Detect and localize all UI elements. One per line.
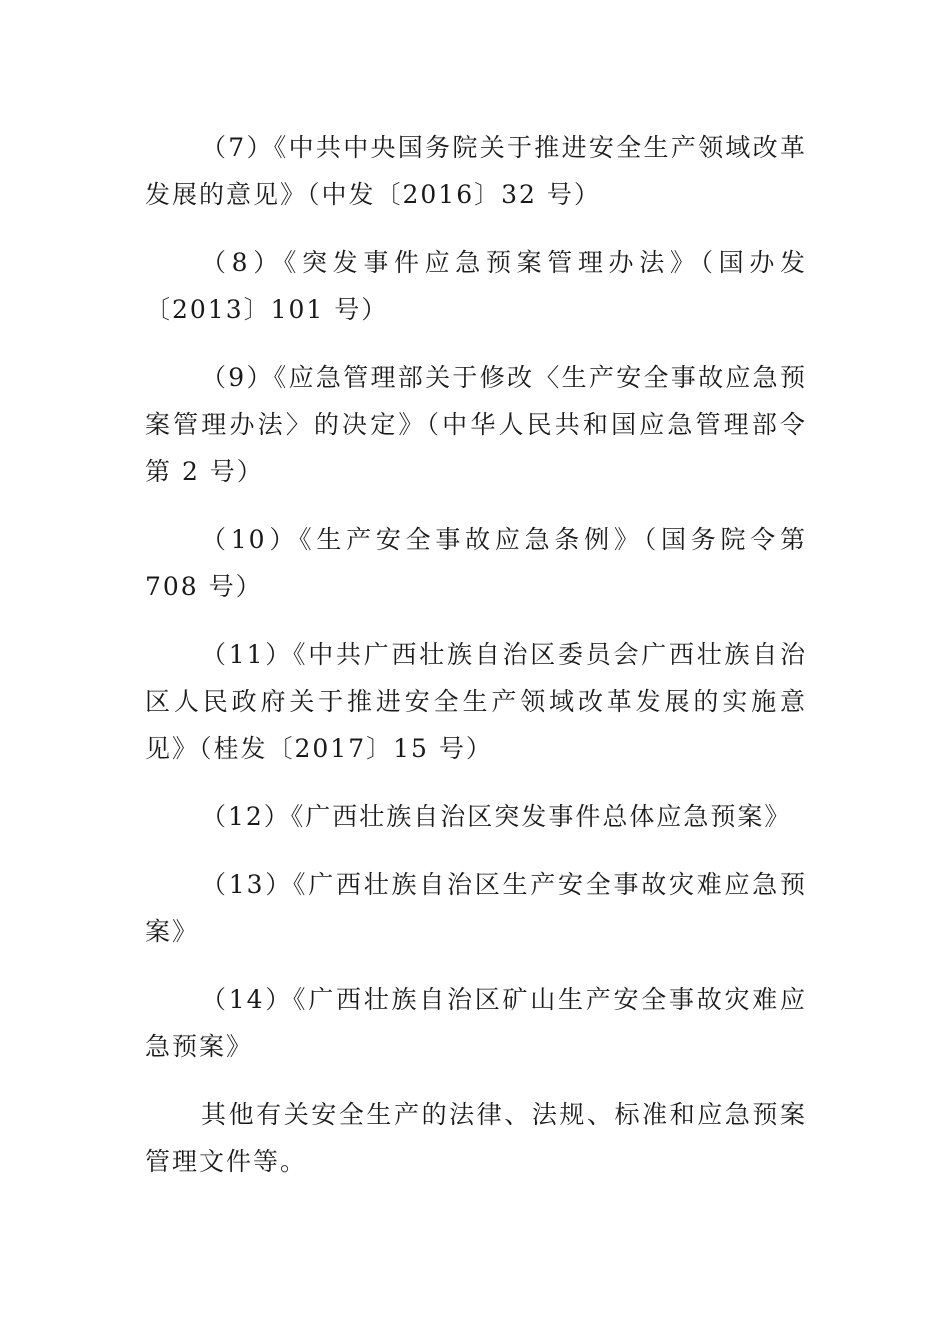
document-body (145, 124, 807, 1185)
paragraph-closing: 其他有关安全生产的法律、法规、标准和应急预案管理文件等。 (145, 1100, 807, 1176)
paragraph-item-10: （10）《生产安全事故应急条例》（国务院令第 708 号） (145, 525, 807, 601)
paragraph-item-14: （14）《广西壮族自治区矿山生产安全事故灾难应急预案》 (145, 985, 807, 1061)
paragraph-item-8: （8）《突发事件应急预案管理办法》（国办发〔2013〕101 号） (145, 248, 807, 324)
paragraph-item-12: （12）《广西壮族自治区突发事件总体应急预案》 (201, 802, 792, 831)
paragraph-item-11: （11）《中共广西壮族自治区委员会广西壮族自治区人民政府关于推进安全生产领域改革发展的实施意见》（桂发〔2017〕15 号） (145, 640, 807, 763)
paragraph-item-13: （13）《广西壮族自治区生产安全事故灾难应急预案》 (145, 870, 807, 946)
paragraph-item-9: （9）《应急管理部关于修改〈生产安全事故应急预案管理办法〉的决定》（中华人民共和国应急管理部令第 2 号） (145, 363, 807, 486)
paragraph-item-7: （7）《中共中央国务院关于推进安全生产领域改革发展的意见》（中发〔2016〕32 号） (145, 133, 807, 209)
